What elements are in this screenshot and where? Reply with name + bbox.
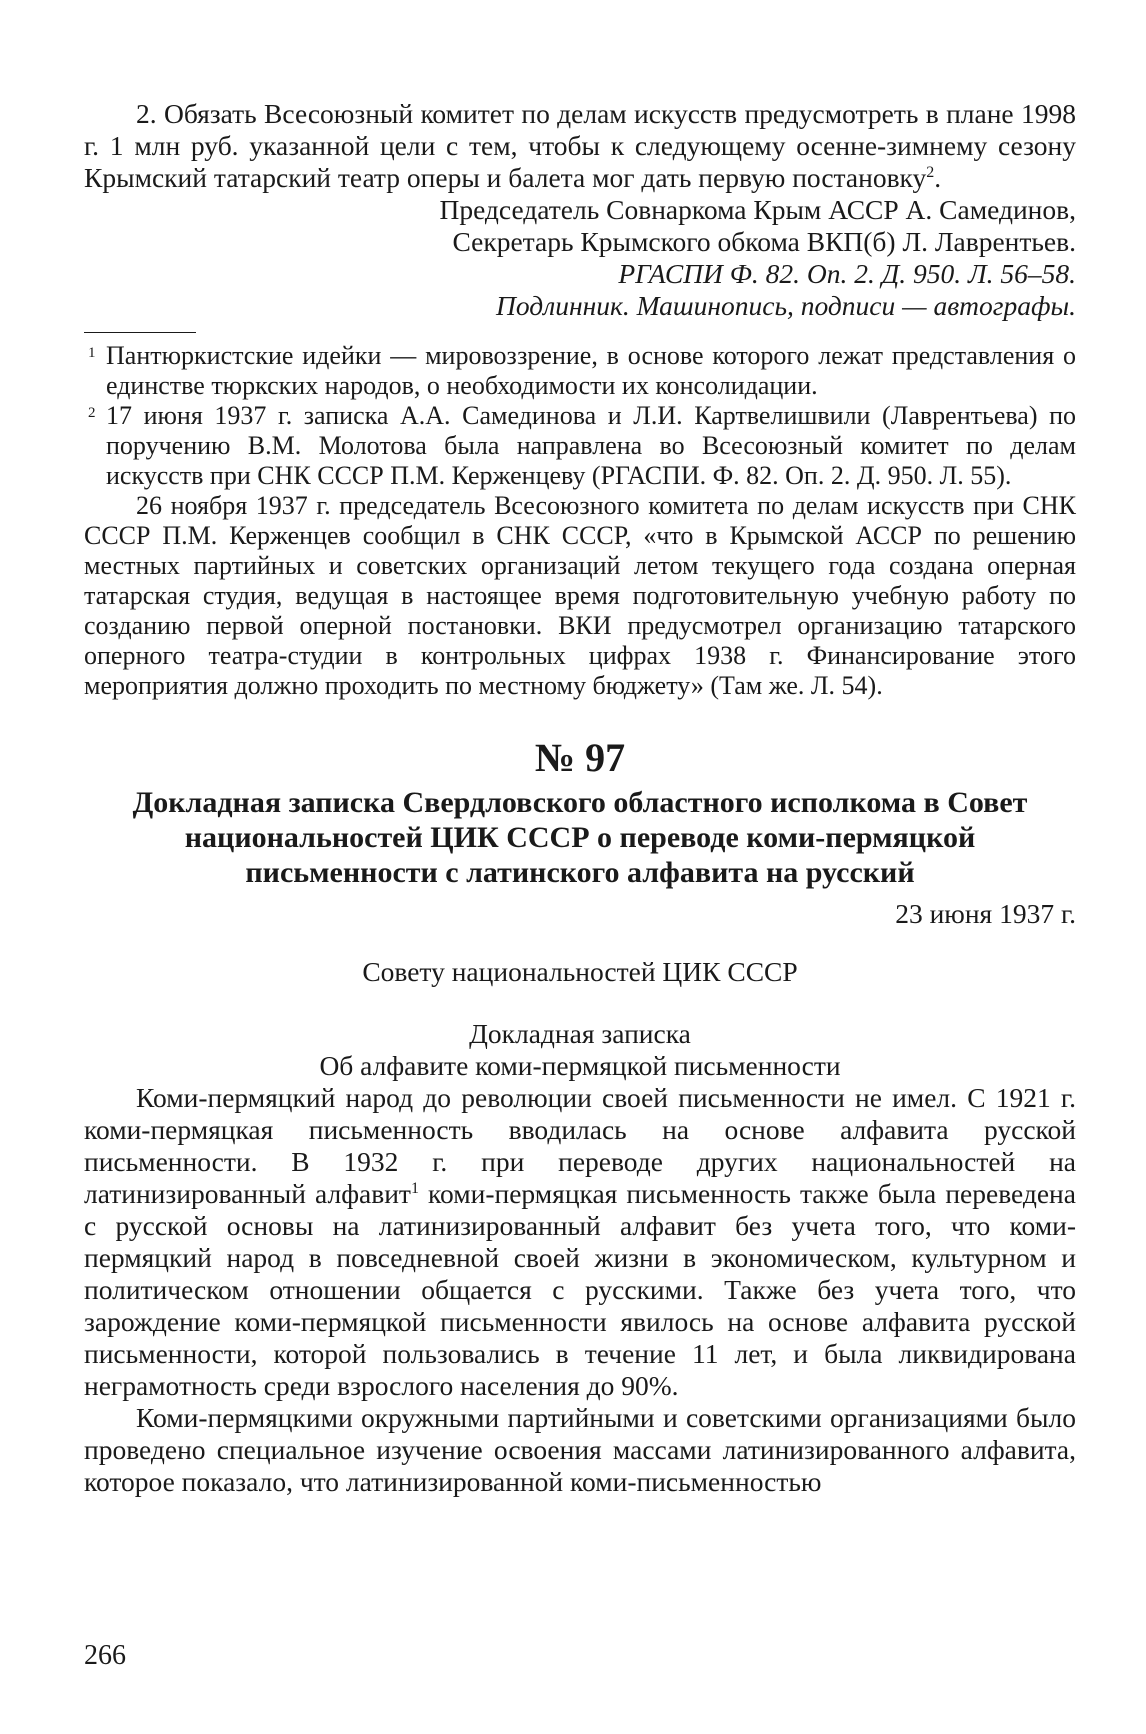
page-content <box>84 98 1076 1498</box>
document-date: 23 июня 1937 г. <box>895 898 1076 929</box>
document-type: Докладная записка <box>469 1018 691 1049</box>
document-title: Докладная записка Свердловского областного исполкома в Совет национальностей ЦИК СССР о переводе коми-пермяцкой письменности с латинского алфавита на русский <box>132 786 1028 889</box>
page-number: 266 <box>84 1640 126 1671</box>
footnote-divider <box>84 332 196 333</box>
signature-secretary: Секретарь Крымского обкома ВКП(б) Л. Лаврентьев. <box>452 226 1076 257</box>
footnote-2: 2 17 июня 1937 г. записка А.А. Самединова и Л.И. Картвелишвили (Лаврентьева) по поручению В.М. Молотова была направлена во Всесоюзный комитет по делам искусств при СНК СССР П.М. Керженцеву (РГАСПИ. Ф. 82. Оп. 2. Д. 950. Л. 55). <box>88 401 1076 490</box>
document-number: № 97 <box>534 735 626 780</box>
body-paragraph-2: Коми-пермяцкими окружными партийными и советскими организациями было проведено специальное изучение освоения массами латинизированного алфавита, которое показало, что латинизированной коми-письменностью <box>84 1402 1076 1497</box>
footnote-reference: 1 <box>410 1179 419 1197</box>
document-subject: Об алфавите коми-пермяцкой письменности <box>319 1050 841 1081</box>
resolution-paragraph: 2. Обязать Всесоюзный комитет по делам искусств предусмотреть в плане 1998 г. 1 млн руб. указанной цели с тем, чтобы к следующему осенне-зимнему сезону Крымский татарский театр оперы и балета мог дать первую постановку$^2$. <box>84 98 1076 193</box>
body-paragraph-1: Коми-пермяцкий народ до революции своей письменности не имел. С 1921 г. коми-пермяцкая письменность вводилась на основе алфавита русской письменности. В 1932 г. при переводе других национальностей на латинизированный алфавит$^1$ коми-пермяцкая письменность также была переведена с русской основы на латинизированный алфавит без учета того, что коми-пермяцкий народ в повседневной своей жизни в экономическом, культурном и политическом отношении общается с русскими. Также без учета того, что зарождение коми-пермяцкой письменности явилось на основе алфавита русской письменности, которой пользовались в течение 11 лет, и была ликвидирована неграмотность среди взрослого населения до 90%. <box>84 1082 1076 1401</box>
footnote-2-continuation: 26 ноября 1937 г. председатель Всесоюзного комитета по делам искусств при СНК СССР П.М. Керженцев сообщил в СНК СССР, «что в Крымской АССР по решению местных партийных и советских организаций летом текущего года создана оперная татарская студия, ведущая в настоящее время подготовительную учебную работу по созданию первой оперной постановки. ВКИ предусмотрел организацию татарского оперного театра-студии в контрольных цифрах 1938 г. Финансирование этого мероприятия должно проходить по местному бюджету» (Там же. Л. 54). <box>84 491 1076 700</box>
footnote-1: 1 Пантюркистские идейки — мировоззрение, в основе которого лежат представления о единстве тюркских народов, о необходимости их консолидации. <box>88 341 1076 400</box>
signature-chairman: Председатель Совнаркома Крым АССР А. Самединов, <box>439 194 1076 225</box>
footnote-reference: 2 <box>926 163 935 181</box>
archive-note: Подлинник. Машинопись, подписи — автографы. <box>496 290 1076 321</box>
document-addressee: Совету национальностей ЦИК СССР <box>362 956 798 987</box>
archive-reference: РГАСПИ Ф. 82. Оп. 2. Д. 950. Л. 56–58. <box>618 258 1076 289</box>
